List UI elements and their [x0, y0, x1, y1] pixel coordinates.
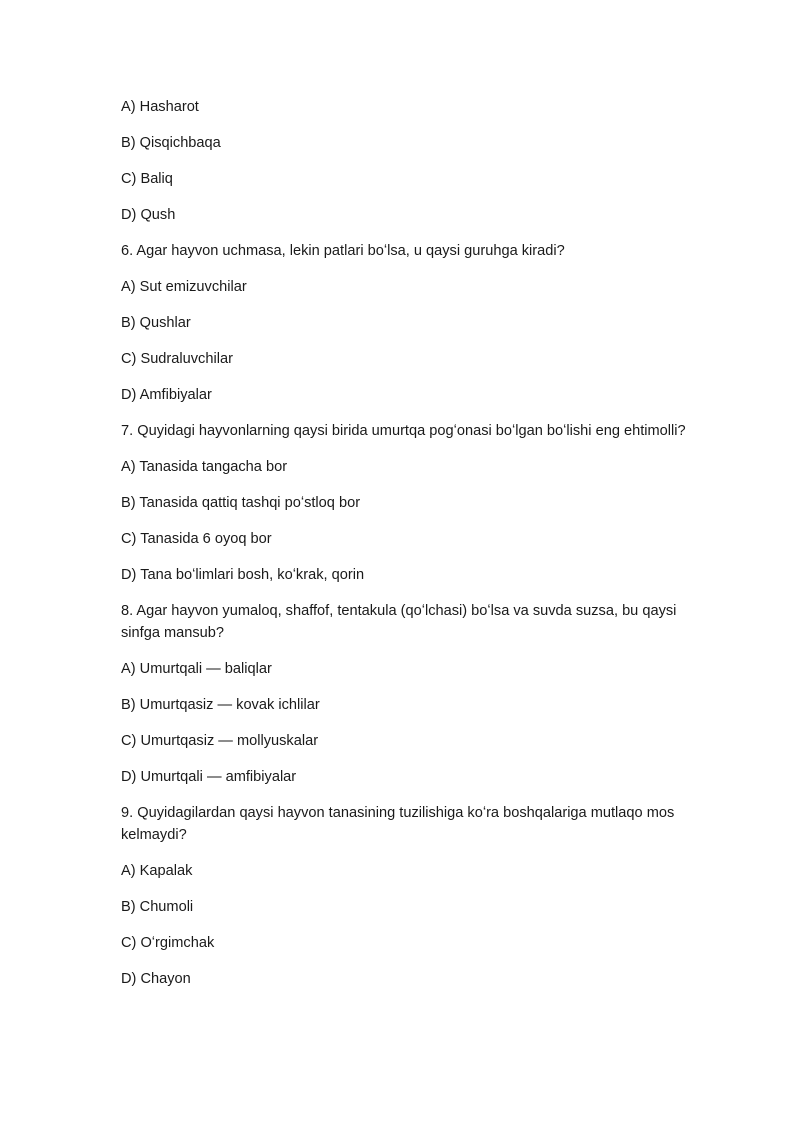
question-8: 8. Agar hayvon yumaloq, shaffof, tentakula (qoʻlchasi) boʻlsa va suvda suzsa, bu qaysi sinfga mansub?: [121, 603, 677, 641]
answer-option: A) Kapalak: [121, 863, 193, 879]
answer-option: B) Qushlar: [121, 315, 191, 331]
answer-option: D) Umurtqali — amfibiyalar: [121, 769, 297, 785]
answer-option: B) Chumoli: [121, 899, 194, 915]
answer-option: B) Umurtqasiz — kovak ichlilar: [121, 697, 320, 713]
answer-option: D) Amfibiyalar: [121, 387, 212, 403]
answer-option: A) Hasharot: [121, 99, 199, 115]
answer-option: B) Tanasida qattiq tashqi poʻstloq bor: [121, 495, 361, 511]
answer-option: C) Umurtqasiz — mollyuskalar: [121, 733, 319, 749]
document-content: [121, 96, 691, 1004]
answer-option: C) Sudraluvchilar: [121, 351, 233, 367]
answer-option: A) Sut emizuvchilar: [121, 279, 247, 295]
question-6: 6. Agar hayvon uchmasa, lekin patlari boʻlsa, u qaysi guruhga kiradi?: [121, 243, 565, 259]
question-9: 9. Quyidagilardan qaysi hayvon tanasining tuzilishiga koʻra boshqalariga mutlaqo mos kelmaydi?: [121, 805, 675, 843]
answer-option: B) Qisqichbaqa: [121, 135, 221, 151]
answer-option: A) Tanasida tangacha bor: [121, 459, 288, 475]
answer-option: D) Chayon: [121, 971, 191, 987]
answer-option: D) Qush: [121, 207, 176, 223]
answer-option: C) Baliq: [121, 171, 173, 187]
answer-option: C) Tanasida 6 oyoq bor: [121, 531, 272, 547]
answer-option: A) Umurtqali — baliqlar: [121, 661, 272, 677]
question-7: 7. Quyidagi hayvonlarning qaysi birida umurtqa pogʻonasi boʻlgan boʻlishi eng ehtimolli?: [121, 423, 686, 439]
answer-option: C) Oʻrgimchak: [121, 935, 215, 951]
answer-option: D) Tana boʻlimlari bosh, koʻkrak, qorin: [121, 567, 365, 583]
